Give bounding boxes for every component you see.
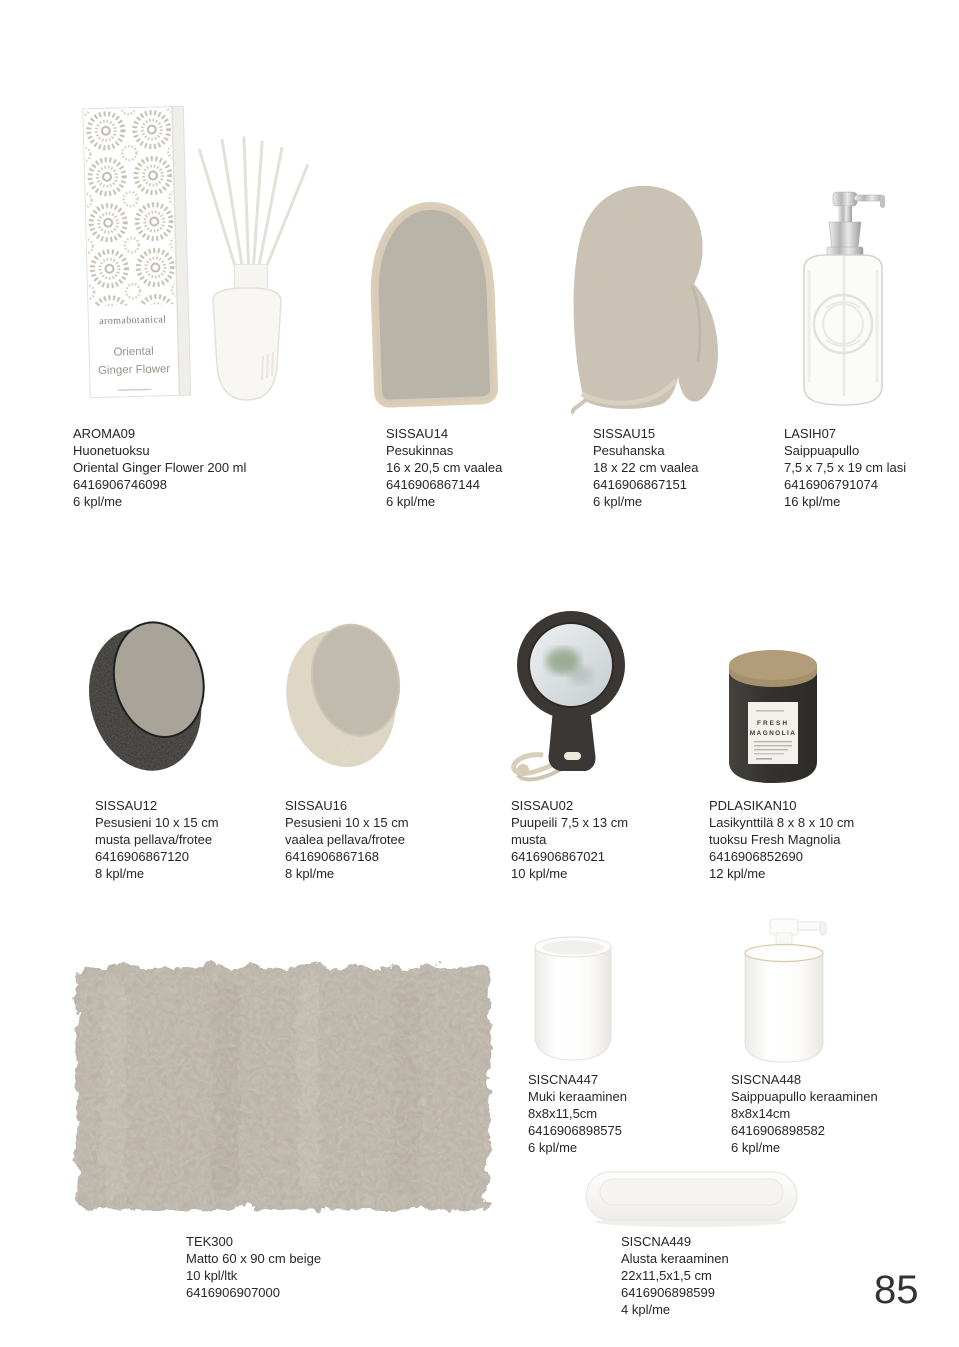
product-code: SISSAU16: [285, 798, 348, 813]
page-number: 85: [874, 1268, 919, 1312]
product-ean: 6416906898599: [621, 1285, 715, 1300]
product-ean: 6416906791074: [784, 477, 878, 492]
product-ean: 6416906898582: [731, 1123, 825, 1138]
product-ean: 6416906852690: [709, 849, 803, 864]
pdlasikan10-product-image: [725, 644, 821, 786]
caption-pdlasikan10: PDLASIKAN10 Lasikynttilä 8 x 8 x 10 cm tuoksu Fresh Magnolia 6416906852690 12 kpl/me: [709, 798, 855, 881]
caption-sissau12: SISSAU12 Pesusieni 10 x 15 cm musta pellava/frotee 6416906867120 8 kpl/me: [95, 798, 219, 881]
caption-siscna447: SISCNA447 Muki keraaminen 8x8x11,5cm 6416906898575 6 kpl/me: [528, 1072, 627, 1155]
box-scent-line2: Ginger Flower: [97, 363, 171, 378]
product-code: SISSAU14: [386, 426, 449, 441]
sissau02-product-image: [503, 603, 635, 789]
product-code: PDLASIKAN10: [709, 798, 797, 813]
caption-sissau14: SISSAU14 Pesukinnas 16 x 20,5 cm vaalea 6416906867144 6 kpl/me: [386, 426, 503, 509]
caption-tek300: TEK300 Matto 60 x 90 cm beige 10 kpl/ltk 6416906907000: [186, 1234, 322, 1300]
box-scent-line1: Oriental: [113, 345, 154, 359]
product-code: SISSAU12: [95, 798, 158, 813]
siscna449-product-image: [584, 1168, 799, 1228]
product-ean: 6416906867021: [511, 849, 605, 864]
tek300-product-image: [60, 950, 500, 1220]
product-ean: 6416906867144: [386, 477, 480, 492]
product-code: SISCNA449: [621, 1234, 692, 1249]
product-code: SISCNA447: [528, 1072, 599, 1087]
caption-sissau16: SISSAU16 Pesusieni 10 x 15 cm vaalea pellava/frotee 6416906867168 8 kpl/me: [285, 798, 409, 881]
product-code: SISSAU02: [511, 798, 574, 813]
product-ean: 6416906907000: [186, 1285, 280, 1300]
aroma09-product-image: [82, 106, 192, 399]
product-code: AROMA09: [73, 426, 136, 441]
svg-text:FRESH: FRESH: [756, 720, 790, 727]
product-ean: 6416906867168: [285, 849, 379, 864]
sissau14-product-image: [358, 196, 508, 408]
caption-sissau02: SISSAU02 Puupeili 7,5 x 13 cm musta 6416906867021 10 kpl/me: [511, 798, 629, 881]
caption-lasih07: LASIH07 Saippuapullo 7,5 x 7,5 x 19 cm lasi 6416906791074 16 kpl/me: [784, 426, 907, 509]
dispenser-pump: [827, 192, 885, 256]
sissau12-product-image: [86, 606, 216, 782]
diffuser-bottle: [206, 286, 288, 402]
lasih07-product-image: [792, 186, 892, 408]
product-ean: 6416906867120: [95, 849, 189, 864]
box-brand-text: aromabotanical: [99, 314, 167, 328]
product-code: SISSAU15: [593, 426, 656, 441]
product-ean: 6416906746098: [73, 477, 167, 492]
caption-sissau15: SISSAU15 Pesuhanska 18 x 22 cm vaalea 6416906867151 6 kpl/me: [593, 426, 699, 509]
product-code: SISCNA448: [731, 1072, 802, 1087]
sissau16-product-image: [282, 608, 414, 778]
caption-siscna448: SISCNA448 Saippuapullo keraaminen 8x8x14cm 6416906898582 6 kpl/me: [731, 1072, 878, 1155]
caption-siscna449: SISCNA449 Alusta keraaminen 22x11,5x1,5 cm 6416906898599 4 kpl/me: [621, 1234, 729, 1317]
svg-text:MAGNOLIA: MAGNOLIA: [749, 730, 797, 737]
product-code: LASIH07: [784, 426, 837, 441]
siscna448-product-image: [733, 916, 833, 1064]
caption-aroma09: AROMA09 Huonetuoksu Oriental Ginger Flower 200 ml 6416906746098 6 kpl/me: [73, 426, 247, 509]
product-ean: 6416906898575: [528, 1123, 622, 1138]
candle-label: [748, 702, 798, 764]
product-ean: 6416906867151: [593, 477, 687, 492]
sissau15-product-image: [566, 180, 724, 415]
product-code: TEK300: [186, 1234, 233, 1249]
siscna447-product-image: [528, 934, 618, 1064]
diffuser-box-art: [82, 106, 192, 399]
